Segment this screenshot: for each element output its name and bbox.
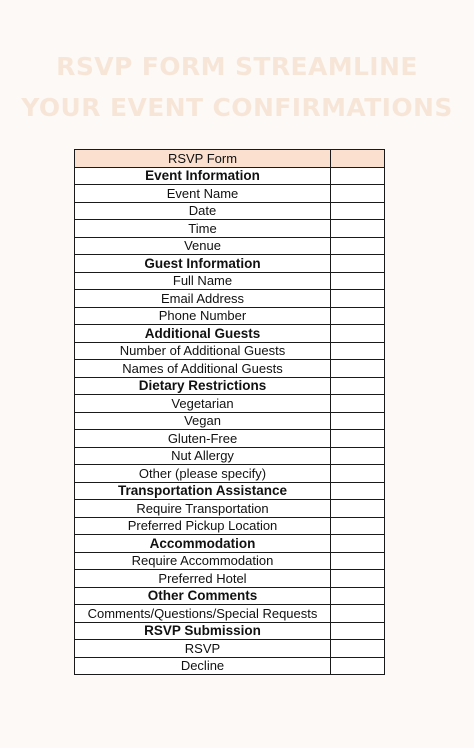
section-value-cell: [331, 167, 385, 185]
form-field-input-cell[interactable]: [331, 272, 385, 290]
section-heading-row: [75, 377, 385, 395]
form-field-label: Gluten-Free: [75, 430, 331, 448]
section-heading-label: Other Comments: [75, 587, 331, 605]
form-field-input-cell[interactable]: [331, 447, 385, 465]
form-field-row: [75, 290, 385, 308]
form-field-row: [75, 570, 385, 588]
form-field-row: [75, 272, 385, 290]
form-field-row: [75, 360, 385, 378]
rsvp-form-table-body: [75, 150, 385, 675]
page-title-line-1: RSVP FORM STREAMLINE: [56, 52, 418, 81]
form-field-label: Phone Number: [75, 307, 331, 325]
form-field-row: [75, 237, 385, 255]
form-field-input-cell[interactable]: [331, 237, 385, 255]
section-heading-row: [75, 325, 385, 343]
form-field-row: [75, 412, 385, 430]
form-field-row: [75, 220, 385, 238]
form-field-row: [75, 500, 385, 518]
form-field-input-cell[interactable]: [331, 570, 385, 588]
form-field-row: [75, 185, 385, 203]
form-field-row: [75, 605, 385, 623]
section-heading-row: [75, 167, 385, 185]
section-heading-row: [75, 255, 385, 273]
form-field-label: Full Name: [75, 272, 331, 290]
table-header-label: RSVP Form: [75, 150, 331, 168]
form-field-input-cell[interactable]: [331, 290, 385, 308]
form-field-label: Venue: [75, 237, 331, 255]
section-value-cell: [331, 255, 385, 273]
form-field-label: Email Address: [75, 290, 331, 308]
section-value-cell: [331, 587, 385, 605]
form-field-input-cell[interactable]: [331, 500, 385, 518]
form-field-label: Other (please specify): [75, 465, 331, 483]
form-field-input-cell[interactable]: [331, 552, 385, 570]
form-field-input-cell[interactable]: [331, 430, 385, 448]
form-field-input-cell[interactable]: [331, 220, 385, 238]
form-field-label: Names of Additional Guests: [75, 360, 331, 378]
form-field-label: Require Transportation: [75, 500, 331, 518]
form-field-input-cell[interactable]: [331, 395, 385, 413]
table-header-value-cell: [331, 150, 385, 168]
section-value-cell: [331, 622, 385, 640]
form-field-row: [75, 552, 385, 570]
form-field-row: [75, 430, 385, 448]
section-heading-row: [75, 622, 385, 640]
form-field-input-cell[interactable]: [331, 412, 385, 430]
section-value-cell: [331, 325, 385, 343]
form-field-row: [75, 517, 385, 535]
form-field-label: Date: [75, 202, 331, 220]
section-heading-label: Additional Guests: [75, 325, 331, 343]
form-field-row: [75, 395, 385, 413]
section-value-cell: [331, 482, 385, 500]
form-field-row: [75, 447, 385, 465]
form-field-label: Number of Additional Guests: [75, 342, 331, 360]
form-field-input-cell[interactable]: [331, 185, 385, 203]
form-field-input-cell[interactable]: [331, 307, 385, 325]
form-field-row: [75, 202, 385, 220]
form-field-input-cell[interactable]: [331, 657, 385, 675]
form-field-label: Decline: [75, 657, 331, 675]
form-field-input-cell[interactable]: [331, 465, 385, 483]
form-field-label: Vegan: [75, 412, 331, 430]
form-field-label: Require Accommodation: [75, 552, 331, 570]
form-field-input-cell[interactable]: [331, 360, 385, 378]
section-value-cell: [331, 377, 385, 395]
section-heading-row: [75, 587, 385, 605]
section-heading-label: RSVP Submission: [75, 622, 331, 640]
form-field-input-cell[interactable]: [331, 342, 385, 360]
form-field-input-cell[interactable]: [331, 605, 385, 623]
form-field-row: [75, 657, 385, 675]
page-title-line-2: YOUR EVENT CONFIRMATIONS: [21, 93, 453, 122]
form-field-label: RSVP: [75, 640, 331, 658]
form-field-row: [75, 465, 385, 483]
form-field-label: Time: [75, 220, 331, 238]
form-field-input-cell[interactable]: [331, 517, 385, 535]
form-field-label: Vegetarian: [75, 395, 331, 413]
form-field-row: [75, 342, 385, 360]
section-heading-label: Event Information: [75, 167, 331, 185]
form-field-label: Comments/Questions/Special Requests: [75, 605, 331, 623]
form-field-label: Nut Allergy: [75, 447, 331, 465]
form-field-input-cell[interactable]: [331, 202, 385, 220]
section-heading-label: Transportation Assistance: [75, 482, 331, 500]
section-heading-row: [75, 535, 385, 553]
form-field-row: [75, 307, 385, 325]
section-heading-row: [75, 482, 385, 500]
table-header-row: [75, 150, 385, 168]
section-heading-label: Dietary Restrictions: [75, 377, 331, 395]
section-heading-label: Accommodation: [75, 535, 331, 553]
form-field-row: [75, 640, 385, 658]
section-value-cell: [331, 535, 385, 553]
form-field-label: Event Name: [75, 185, 331, 203]
form-field-label: Preferred Pickup Location: [75, 517, 331, 535]
rsvp-form-table: [74, 149, 385, 675]
section-heading-label: Guest Information: [75, 255, 331, 273]
form-field-input-cell[interactable]: [331, 640, 385, 658]
form-field-label: Preferred Hotel: [75, 570, 331, 588]
